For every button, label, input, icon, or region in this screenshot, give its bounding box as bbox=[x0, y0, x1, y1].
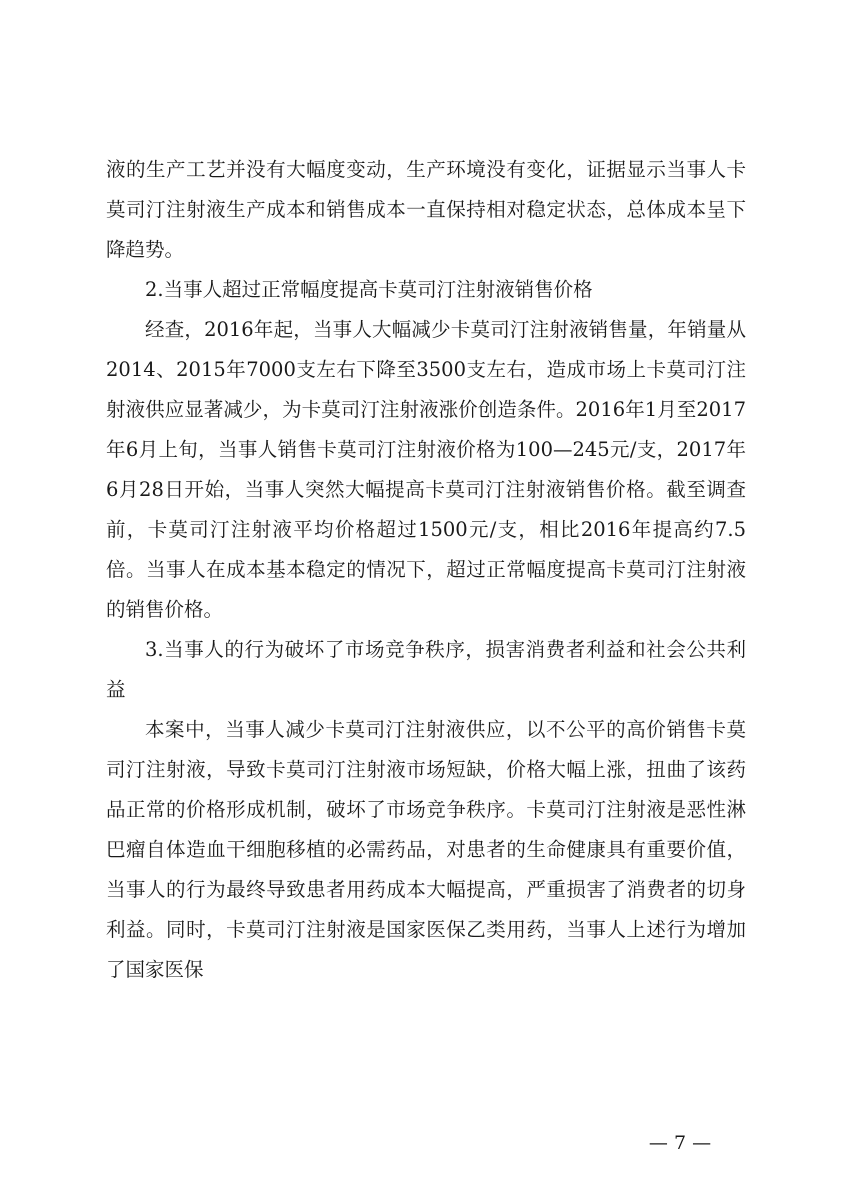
paragraph-2-heading: 2.当事人超过正常幅度提高卡莫司汀注射液销售价格 bbox=[145, 278, 593, 301]
body-text bbox=[106, 150, 746, 990]
paragraph-5: 本案中，当事人减少卡莫司汀注射液供应，以不公平的高价销售卡莫司汀注射液，导致卡莫司汀注射液市场短缺，价格大幅上涨，扭曲了该药品正常的价格形成机制，破坏了市场竞争秩序。卡莫司汀注射液是恶性淋巴瘤自体造血干细胞移植的必需药品，对患者的生命健康具有重要价值，当事人的行为最终导致患者用药成本大幅提高，严重损害了消费者的切身利益。同时，卡莫司汀注射液是国家医保乙类用药，当事人上述行为增加了国家医保 bbox=[106, 718, 746, 981]
paragraph-4-heading: 3.当事人的行为破坏了市场竞争秩序，损害消费者利益和社会公共利益 bbox=[106, 638, 746, 701]
paragraph-1: 液的生产工艺并没有大幅度变动，生产环境没有变化，证据显示当事人卡莫司汀注射液生产成本和销售成本一直保持相对稳定状态，总体成本呈下降趋势。 bbox=[106, 158, 746, 261]
page-number: — 7 — bbox=[648, 1132, 712, 1154]
paragraph-3: 经查，2016年起，当事人大幅减少卡莫司汀注射液销售量，年销量从2014、2015年7000支左右下降至3500支左右，造成市场上卡莫司汀注射液供应显著减少，为卡莫司汀注射液涨价创造条件。2016年1月至2017年6月上旬，当事人销售卡莫司汀注射液价格为100—245元/支，2017年6月28日开始，当事人突然大幅提高卡莫司汀注射液销售价格。截至调查前，卡莫司汀注射液平均价格超过1500元/支，相比2016年提高约7.5倍。当事人在成本基本稳定的情况下，超过正常幅度提高卡莫司汀注射液的销售价格。 bbox=[106, 318, 746, 621]
